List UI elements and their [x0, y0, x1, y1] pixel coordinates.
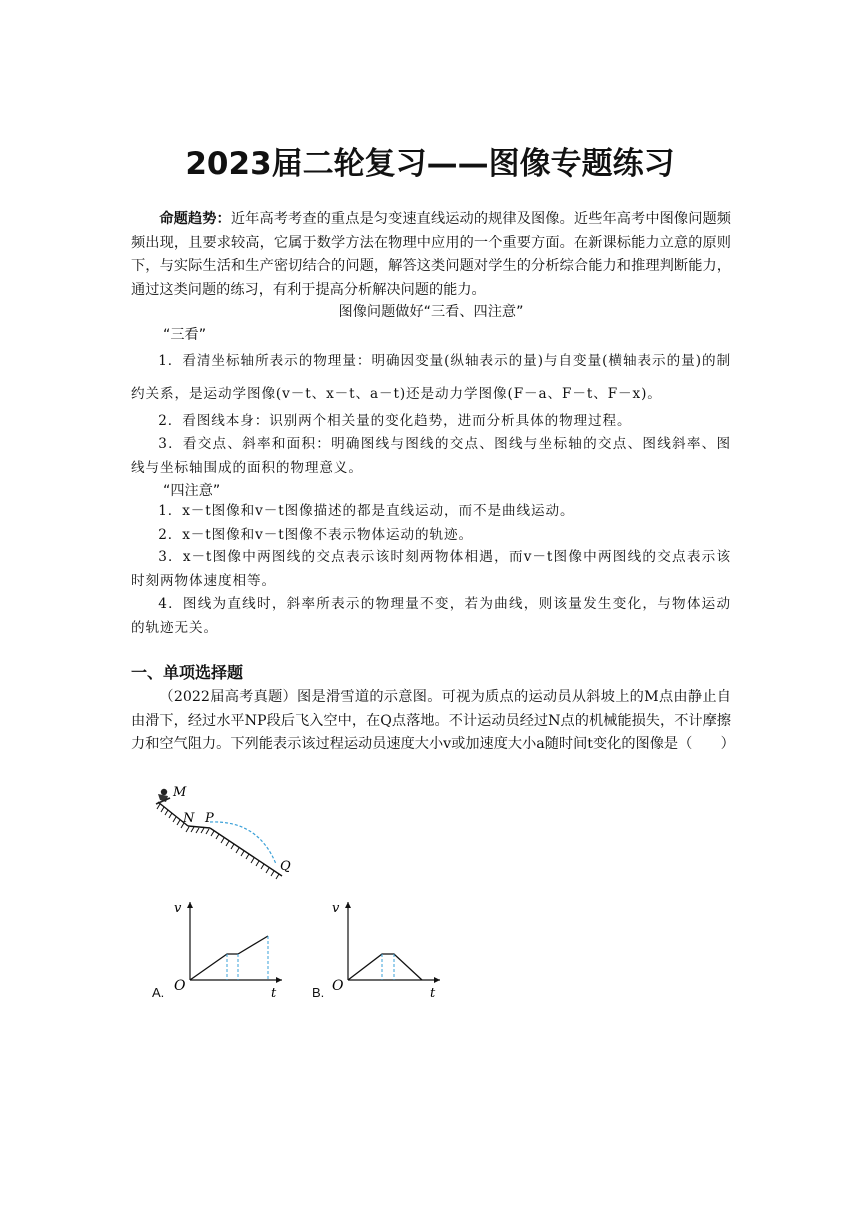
- intro-label: 命题趋势：: [159, 211, 231, 227]
- label-q: Q: [280, 859, 291, 874]
- page-title: 2023届二轮复习——图像专题练习: [185, 146, 675, 182]
- four-note-item-1: 1．x－t图像和v－t图像描述的都是直线运动，而不是曲线运动。: [158, 503, 575, 519]
- ski-slope-figure: [148, 780, 308, 890]
- three-look-item-3: 3．看交点、斜率和面积：明确图线与图线的交点、图线与坐标轴的交点、图线斜率、图线与坐标轴围成的面积的物理意义。: [131, 436, 731, 476]
- four-note-item-3: 3．x－t图像中两图线的交点表示该时刻两物体相遇，而v－t图像中两图线的交点表示该时刻两物体速度相等。: [131, 549, 731, 589]
- b-x-axis-label: t: [430, 986, 436, 1000]
- intro-text: 近年高考考查的重点是匀变速直线运动的规律及图像。近些年高考中图像问题频频出现，且要求较高，它属于数学方法在物理中应用的一个重要方面。在新课标能力立意的原则下，与实际生活和生产密切结合的问题，解答这类问题对学生的分析综合能力和推理判断能力，通过这类问题的练习，有利于提高分析解决问题的能力。: [131, 211, 731, 298]
- four-note-item-2: 2．x－t图像和v－t图像不表示物体运动的轨迹。: [158, 527, 473, 543]
- graph-b-line: [348, 954, 422, 980]
- three-look-heading: “三看”: [163, 327, 207, 343]
- subtitle: 图像问题做好“三看、四注意”: [338, 304, 524, 320]
- option-a-label: A.: [152, 985, 165, 1000]
- a-origin-label: O: [174, 978, 186, 994]
- label-p: P: [205, 811, 214, 826]
- intro-paragraph: [131, 208, 731, 302]
- a-x-axis-label: t: [271, 986, 277, 1000]
- trajectory-curve: [210, 822, 276, 864]
- a-y-axis-label: v: [174, 901, 182, 916]
- three-look-item-2: 2．看图线本身：识别两个相关量的变化趋势，进而分析具体的物理过程。: [158, 413, 632, 429]
- b-origin-label: O: [332, 978, 344, 994]
- option-b-label: B.: [312, 985, 325, 1000]
- section-heading: 一、单项选择题: [131, 663, 244, 682]
- question-text: （2022届高考真题）图是滑雪道的示意图。可视为质点的运动员从斜坡上的M点由静止自由滑下，经过水平NP段后飞入空中，在Q点落地。不计运动员经过N点的机械能损失，不计摩擦力和空气阻力。下列能表示该过程运动员速度大小v或加速度大小a随时间t变化的图像是（ ）: [131, 689, 735, 752]
- b-y-axis-label: v: [332, 901, 340, 916]
- option-a-graph: [170, 896, 290, 1000]
- skier-icon: [156, 789, 170, 804]
- label-m: M: [173, 785, 187, 800]
- label-n: N: [183, 811, 195, 826]
- four-note-heading: “四注意”: [163, 483, 221, 499]
- three-look-item-1: 1．看清坐标轴所表示的物理量：明确因变量(纵轴表示的量)与自变量(横轴表示的量)的制约关系，是运动学图像(v－t、x－t、a－t)还是动力学图像(F－a、F－t、F－x)。: [131, 353, 731, 402]
- four-note-item-4: 4．图线为直线时，斜率所表示的物理量不变，若为曲线，则该量发生变化，与物体运动的轨迹无关。: [131, 596, 731, 636]
- option-b-graph: [330, 896, 450, 1000]
- graph-a-line: [190, 936, 268, 980]
